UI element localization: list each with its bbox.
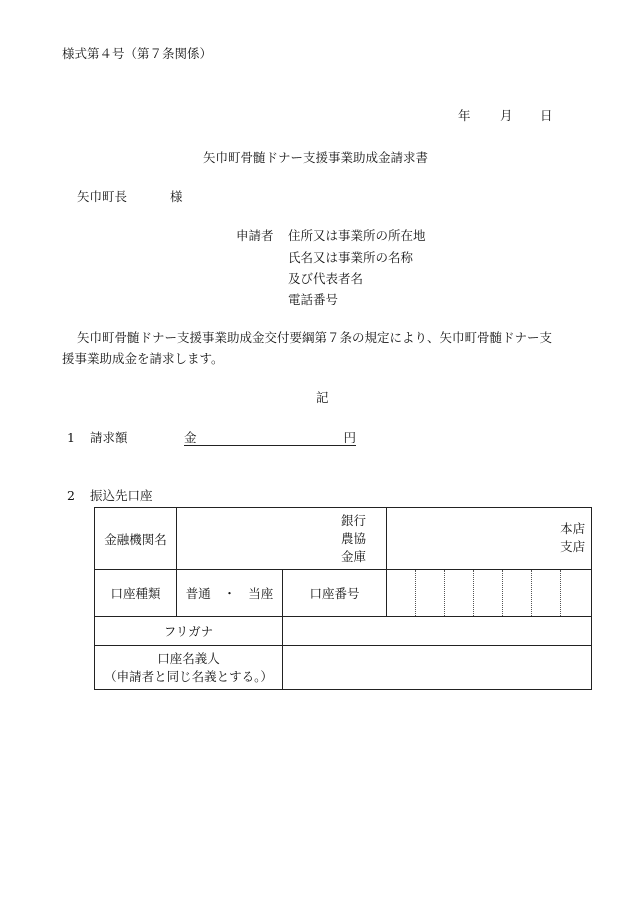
account-number-label: 口座番号 <box>283 570 387 617</box>
account-holder-label: 口座名義人 <box>157 650 220 666</box>
institution-label: 金融機関名 <box>95 508 177 570</box>
furigana-field[interactable] <box>283 617 592 646</box>
claim-amount-suffix: 円 <box>343 430 356 445</box>
account-digit-1[interactable] <box>387 570 416 617</box>
body-text-line1: 矢巾町骨髄ドナー支援事業助成金交付要綱第７条の規定により、矢巾町骨髄ドナー支 <box>77 330 553 345</box>
date-day: 日 <box>540 108 553 123</box>
account-table <box>94 507 592 690</box>
applicant-representative: 及び代表者名 <box>288 271 364 286</box>
ki-heading: 記 <box>316 390 329 405</box>
account-digit-5[interactable] <box>503 570 532 617</box>
item1-label: 請求額 <box>90 430 128 445</box>
furigana-label: フリガナ <box>95 617 283 646</box>
form-number: 様式第４号（第７条関係） <box>62 46 213 61</box>
branch-type-options <box>387 520 585 556</box>
account-holder-field[interactable] <box>283 646 592 690</box>
account-digit-6[interactable] <box>532 570 561 617</box>
applicant-phone: 電話番号 <box>288 292 339 307</box>
applicant-address: 住所又は事業所の所在地 <box>288 228 426 243</box>
institution-type-kinko: 金庫 <box>341 548 367 564</box>
account-digit-4[interactable] <box>474 570 503 617</box>
institution-type-bank: 銀行 <box>341 512 367 528</box>
account-type-options[interactable]: 普通 ・ 当座 <box>177 570 283 617</box>
branch-name-field[interactable] <box>387 508 592 570</box>
item1-number: 1 <box>67 430 75 445</box>
branch-type-branch: 支店 <box>560 538 586 554</box>
body-text-line2: 援事業助成金を請求します。 <box>62 351 224 366</box>
institution-name-field[interactable] <box>177 508 387 570</box>
account-type-label: 口座種類 <box>95 570 177 617</box>
claim-amount-field[interactable] <box>184 430 356 446</box>
account-digit-2[interactable] <box>416 570 445 617</box>
institution-type-options <box>177 512 366 566</box>
account-digit-7[interactable] <box>561 570 592 617</box>
account-digit-3[interactable] <box>445 570 474 617</box>
addressee-suffix: 様 <box>170 189 183 204</box>
item2-number: 2 <box>67 488 75 503</box>
applicant-name: 氏名又は事業所の名称 <box>288 250 414 265</box>
institution-type-coop: 農協 <box>341 530 367 546</box>
item2-label: 振込先口座 <box>90 488 153 503</box>
document-title: 矢巾町骨髄ドナー支援事業助成金請求書 <box>203 150 429 165</box>
branch-type-head: 本店 <box>560 520 586 536</box>
date-year: 年 <box>458 108 471 123</box>
claim-amount-prefix: 金 <box>184 430 197 445</box>
account-holder-note: （申請者と同じ名義とする。） <box>104 668 273 684</box>
addressee-name: 矢巾町長 <box>77 189 128 204</box>
applicant-label: 申請者 <box>236 228 274 243</box>
account-holder-label-cell <box>95 646 283 690</box>
date-month: 月 <box>500 108 513 123</box>
